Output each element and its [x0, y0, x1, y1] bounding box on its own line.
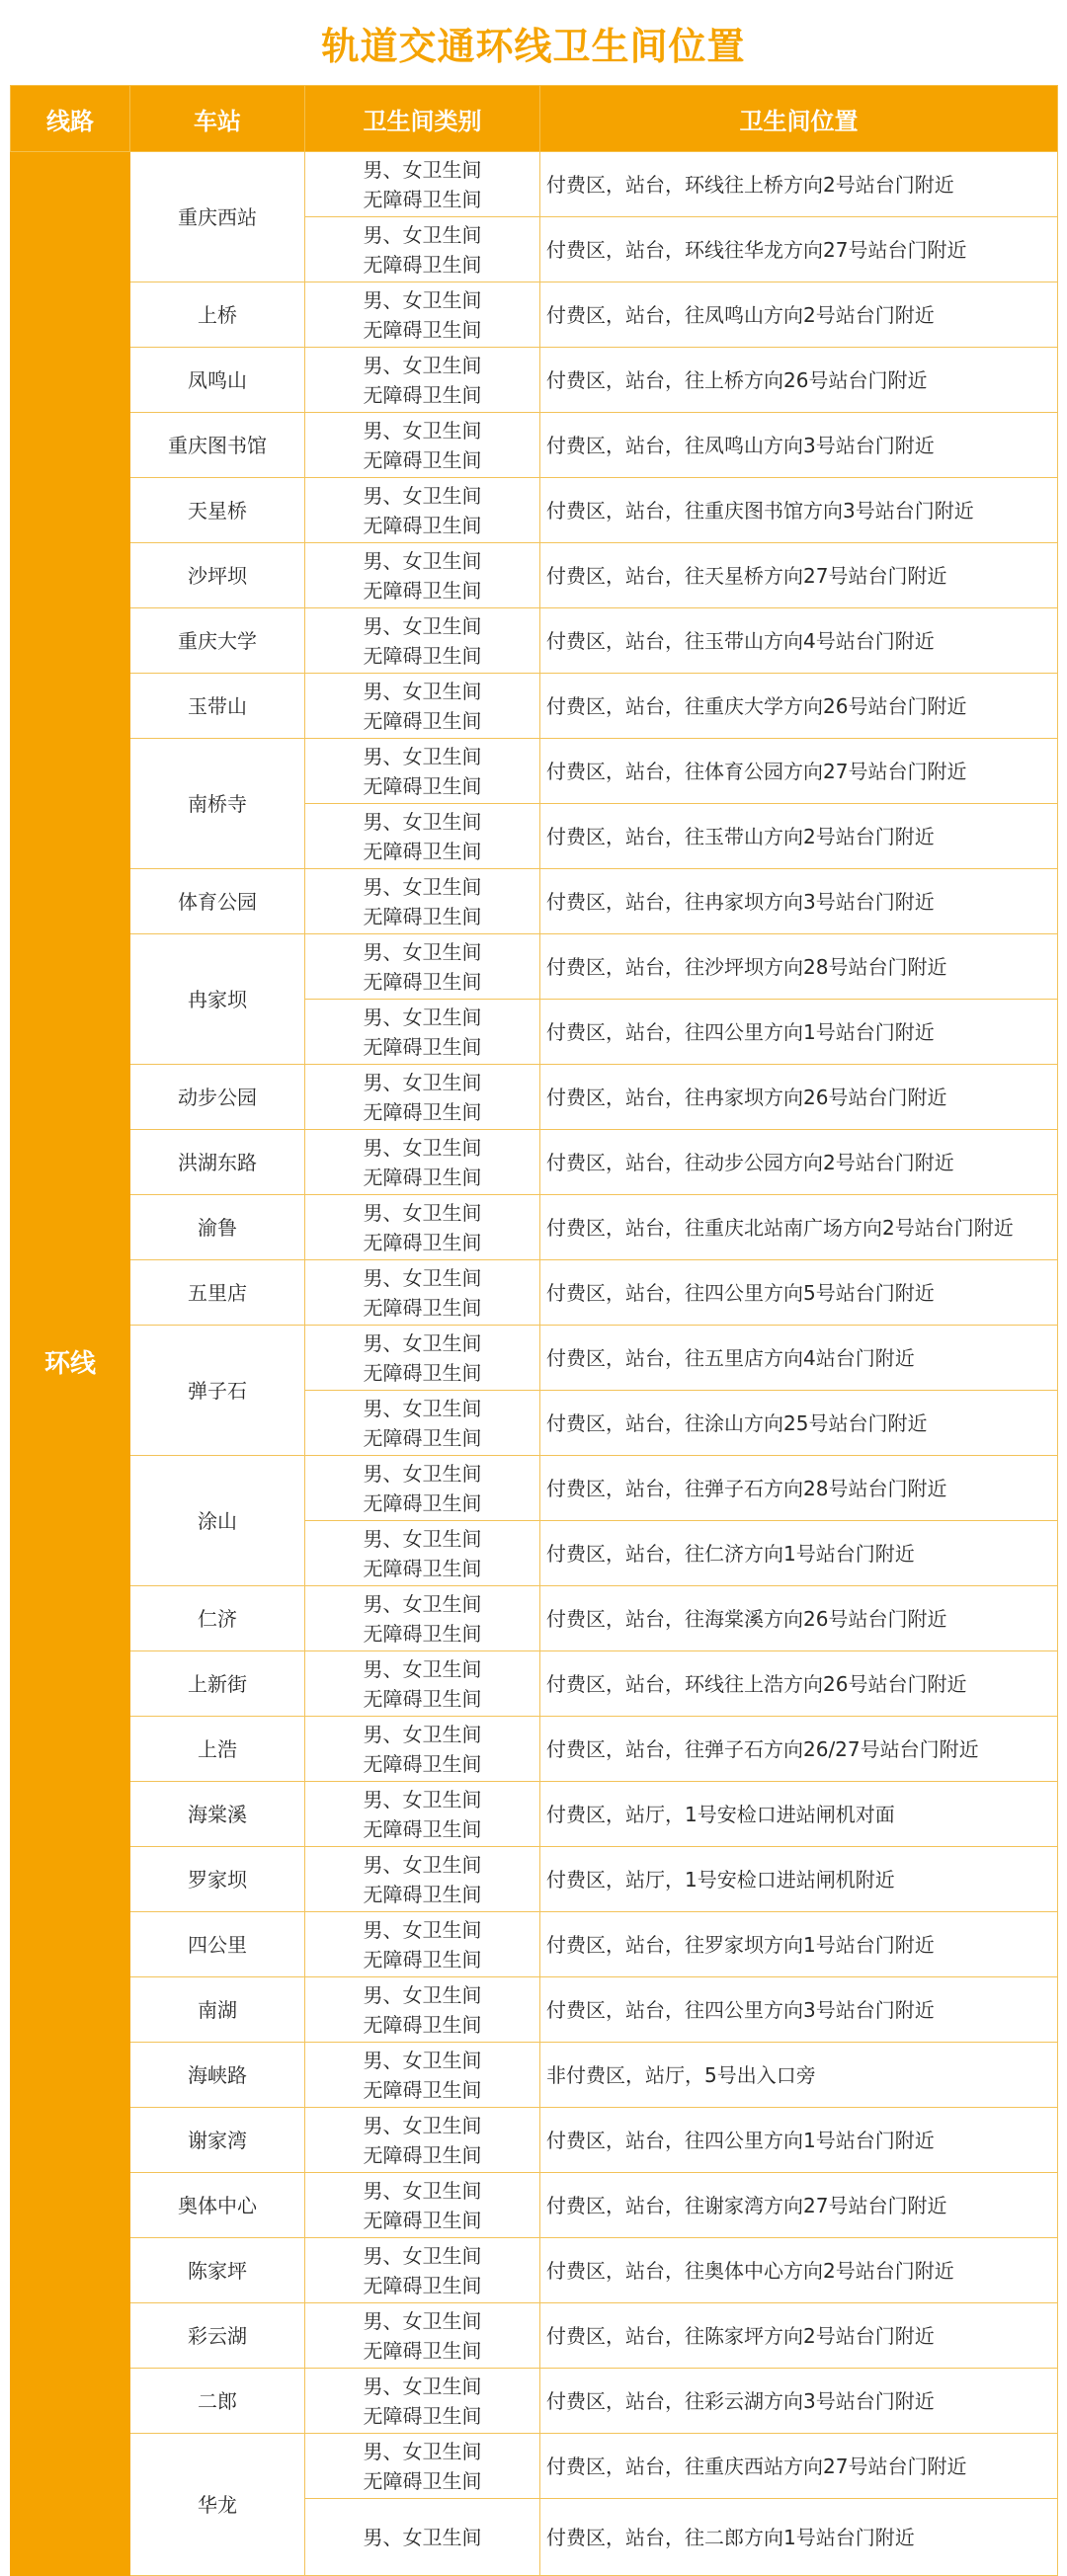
toilet-location-cell: 付费区，站台，往弹子石方向26/27号站台门附近 — [540, 1717, 1058, 1782]
station-name-cell: 罗家坝 — [130, 1847, 305, 1912]
toilet-location-cell: 付费区，站厅，1号安检口进站闸机对面 — [540, 1782, 1058, 1847]
table-row — [11, 1456, 1058, 1521]
station-name-cell: 弹子石 — [130, 1326, 305, 1456]
toilet-type-line: 无障碍卫生间 — [363, 1490, 482, 1515]
toilet-type-line: 无障碍卫生间 — [363, 1947, 482, 1972]
toilet-type-line: 无障碍卫生间 — [363, 2077, 482, 2102]
toilet-type-line: 无障碍卫生间 — [363, 2338, 482, 2363]
toilet-type-line: 男、女卫生间 — [363, 287, 482, 312]
toilet-location-cell: 付费区，站台，往四公里方向5号站台门附近 — [540, 1260, 1058, 1326]
station-name-cell: 南湖 — [130, 1977, 305, 2043]
toilet-type-line: 无障碍卫生间 — [363, 1099, 482, 1124]
toilet-type-line: 男、女卫生间 — [363, 1200, 482, 1225]
toilet-type-line: 男、女卫生间 — [363, 483, 482, 508]
toilet-location-cell: 付费区，站台，往彩云湖方向3号站台门附近 — [540, 2369, 1058, 2434]
toilet-type-line: 无障碍卫生间 — [363, 2273, 482, 2297]
toilet-type-cell — [305, 2303, 540, 2369]
toilet-type-line: 男、女卫生间 — [363, 1135, 482, 1160]
toilet-type-cell — [305, 1391, 540, 1456]
page-title: 轨道交通环线卫生间位置 — [321, 24, 746, 68]
table-row — [11, 1717, 1058, 1782]
table-row — [11, 2434, 1058, 2499]
station-name-cell: 仁济 — [130, 1586, 305, 1651]
toilet-location-cell: 付费区，站台，往海棠溪方向26号站台门附近 — [540, 1586, 1058, 1651]
toilet-type-cell — [305, 152, 540, 217]
toilet-type-line: 无障碍卫生间 — [363, 1230, 482, 1254]
toilet-type-cell — [305, 2173, 540, 2238]
toilet-location-cell: 付费区，站台，往四公里方向1号站台门附近 — [540, 2108, 1058, 2173]
toilet-location-cell: 付费区，站台，往重庆大学方向26号站台门附近 — [540, 674, 1058, 739]
toilet-type-line: 男、女卫生间 — [363, 1656, 482, 1681]
toilet-type-line: 男、女卫生间 — [363, 2048, 482, 2072]
table-row — [11, 152, 1058, 217]
toilet-type-cell — [305, 2434, 540, 2499]
table-row — [11, 282, 1058, 348]
toilet-type-cell — [305, 1260, 540, 1326]
table-header-row — [11, 86, 1058, 152]
table-row — [11, 2043, 1058, 2108]
toilet-type-line: 无障碍卫生间 — [363, 2468, 482, 2493]
toilet-type-line: 无障碍卫生间 — [363, 1621, 482, 1646]
table-row — [11, 1130, 1058, 1195]
toilet-location-cell: 非付费区，站厅，5号出入口旁 — [540, 2043, 1058, 2108]
toilet-location-cell: 付费区，站厅，1号安检口进站闸机附近 — [540, 1847, 1058, 1912]
toilet-type-line: 无障碍卫生间 — [363, 2403, 482, 2428]
toilet-type-cell — [305, 1912, 540, 1977]
toilet-type-line: 男、女卫生间 — [363, 1852, 482, 1877]
table-row — [11, 1847, 1058, 1912]
toilet-location-cell: 付费区，站台，往沙坪坝方向28号站台门附近 — [540, 934, 1058, 1000]
toilet-type-line: 无障碍卫生间 — [363, 1751, 482, 1776]
station-name-cell: 海棠溪 — [130, 1782, 305, 1847]
station-name-cell: 彩云湖 — [130, 2303, 305, 2369]
table-row — [11, 2108, 1058, 2173]
toilet-type-line: 男、女卫生间 — [363, 222, 482, 247]
toilet-type-cell — [305, 608, 540, 674]
toilet-location-cell: 付费区，站台，往天星桥方向27号站台门附近 — [540, 543, 1058, 608]
toilet-type-line: 男、女卫生间 — [363, 679, 482, 703]
station-name-cell: 重庆图书馆 — [130, 413, 305, 478]
toilet-type-cell — [305, 1130, 540, 1195]
toilet-type-line: 无障碍卫生间 — [363, 2208, 482, 2232]
toilet-location-cell: 付费区，站台，往冉家坝方向3号站台门附近 — [540, 869, 1058, 934]
toilet-type-line: 无障碍卫生间 — [363, 1425, 482, 1450]
toilet-type-cell — [305, 2108, 540, 2173]
toilet-type-cell — [305, 1065, 540, 1130]
toilet-type-cell — [305, 2369, 540, 2434]
toilet-type-line: 无障碍卫生间 — [363, 708, 482, 733]
table-row — [11, 2238, 1058, 2303]
table-row — [11, 1782, 1058, 1847]
toilet-type-cell — [305, 1977, 540, 2043]
table-row — [11, 413, 1058, 478]
toilet-type-line: 男、女卫生间 — [363, 1526, 482, 1551]
toilet-type-line: 男、女卫生间 — [363, 2308, 482, 2333]
toilet-type-line: 男、女卫生间 — [363, 2243, 482, 2268]
toilet-location-cell: 付费区，站台，往弹子石方向28号站台门附近 — [540, 1456, 1058, 1521]
toilet-type-line: 男、女卫生间 — [363, 1396, 482, 1420]
header-station: 车站 — [130, 86, 305, 152]
toilet-type-line: 男、女卫生间 — [363, 1330, 482, 1355]
toilet-type-line: 无障碍卫生间 — [363, 1360, 482, 1385]
toilet-location-cell: 付费区，站台，往凤鸣山方向3号站台门附近 — [540, 413, 1058, 478]
toilet-type-line: 男、女卫生间 — [363, 353, 482, 377]
toilet-type-line: 男、女卫生间 — [363, 548, 482, 573]
table-row — [11, 608, 1058, 674]
station-name-cell: 奥体中心 — [130, 2173, 305, 2238]
toilet-type-cell — [305, 1847, 540, 1912]
toilet-type-line: 男、女卫生间 — [363, 2525, 482, 2549]
table-row — [11, 1195, 1058, 1260]
toilet-location-cell: 付费区，站台，往玉带山方向2号站台门附近 — [540, 804, 1058, 869]
station-name-cell: 陈家坪 — [130, 2238, 305, 2303]
toilet-type-line: 男、女卫生间 — [363, 874, 482, 899]
station-name-cell: 海峡路 — [130, 2043, 305, 2108]
toilet-type-cell — [305, 1195, 540, 1260]
toilet-type-cell — [305, 1000, 540, 1065]
toilet-location-cell: 付费区，站台，往重庆图书馆方向3号站台门附近 — [540, 478, 1058, 543]
toilet-type-cell — [305, 1717, 540, 1782]
table-row — [11, 348, 1058, 413]
toilet-type-line: 无障碍卫生间 — [363, 382, 482, 407]
table-row — [11, 1651, 1058, 1717]
toilet-type-cell — [305, 217, 540, 282]
table-row — [11, 543, 1058, 608]
toilet-type-line: 男、女卫生间 — [363, 809, 482, 834]
toilet-location-cell: 付费区，站台，往体育公园方向27号站台门附近 — [540, 739, 1058, 804]
toilet-type-cell — [305, 804, 540, 869]
toilet-type-line: 男、女卫生间 — [363, 1787, 482, 1811]
toilet-type-line: 男、女卫生间 — [363, 1591, 482, 1616]
station-name-cell: 冉家坝 — [130, 934, 305, 1065]
toilet-type-line: 男、女卫生间 — [363, 2178, 482, 2203]
station-name-cell: 上浩 — [130, 1717, 305, 1782]
toilet-location-cell: 付费区，站台，往四公里方向1号站台门附近 — [540, 1000, 1058, 1065]
station-name-cell: 凤鸣山 — [130, 348, 305, 413]
toilet-type-line: 男、女卫生间 — [363, 1722, 482, 1746]
toilet-type-cell — [305, 869, 540, 934]
toilet-type-line: 无障碍卫生间 — [363, 447, 482, 472]
toilet-location-table — [10, 85, 1058, 2576]
station-name-cell: 谢家湾 — [130, 2108, 305, 2173]
toilet-type-cell — [305, 282, 540, 348]
toilet-type-cell — [305, 1521, 540, 1586]
table-row — [11, 1586, 1058, 1651]
toilet-type-cell — [305, 413, 540, 478]
station-name-cell: 二郎 — [130, 2369, 305, 2434]
station-name-cell: 涂山 — [130, 1456, 305, 1586]
toilet-type-line: 男、女卫生间 — [363, 157, 482, 182]
toilet-type-cell — [305, 478, 540, 543]
toilet-type-line: 无障碍卫生间 — [363, 904, 482, 928]
toilet-type-line: 男、女卫生间 — [363, 613, 482, 638]
toilet-type-line: 无障碍卫生间 — [363, 1295, 482, 1320]
toilet-location-cell: 付费区，站台，往仁济方向1号站台门附近 — [540, 1521, 1058, 1586]
toilet-location-cell: 付费区，站台，往谢家湾方向27号站台门附近 — [540, 2173, 1058, 2238]
toilet-type-cell — [305, 2499, 540, 2576]
toilet-type-line: 无障碍卫生间 — [363, 773, 482, 798]
toilet-type-line: 男、女卫生间 — [363, 418, 482, 443]
station-name-cell: 洪湖东路 — [130, 1130, 305, 1195]
toilet-type-cell — [305, 1651, 540, 1717]
toilet-type-line: 无障碍卫生间 — [363, 1816, 482, 1841]
table-row — [11, 674, 1058, 739]
toilet-location-cell: 付费区，站台，往陈家坪方向2号站台门附近 — [540, 2303, 1058, 2369]
table-row — [11, 2173, 1058, 2238]
station-name-cell: 南桥寺 — [130, 739, 305, 869]
station-name-cell: 四公里 — [130, 1912, 305, 1977]
toilet-type-line: 无障碍卫生间 — [363, 1034, 482, 1059]
toilet-type-line: 无障碍卫生间 — [363, 513, 482, 537]
toilet-location-cell: 付费区，站台，环线往上桥方向2号站台门附近 — [540, 152, 1058, 217]
toilet-type-cell — [305, 674, 540, 739]
table-row — [11, 1260, 1058, 1326]
toilet-type-cell — [305, 739, 540, 804]
station-name-cell: 动步公园 — [130, 1065, 305, 1130]
toilet-location-cell: 付费区，站台，往二郎方向1号站台门附近 — [540, 2499, 1058, 2576]
station-name-cell: 上桥 — [130, 282, 305, 348]
toilet-type-line: 无障碍卫生间 — [363, 1882, 482, 1906]
toilet-location-cell: 付费区，站台，往重庆西站方向27号站台门附近 — [540, 2434, 1058, 2499]
toilet-type-line: 无障碍卫生间 — [363, 1165, 482, 1189]
toilet-type-line: 男、女卫生间 — [363, 1982, 482, 2007]
station-name-cell: 华龙 — [130, 2434, 305, 2576]
table-row — [11, 934, 1058, 1000]
toilet-type-cell — [305, 2238, 540, 2303]
table-body — [11, 152, 1058, 2576]
toilet-location-cell: 付费区，站台，往玉带山方向4号站台门附近 — [540, 608, 1058, 674]
toilet-type-line: 无障碍卫生间 — [363, 187, 482, 211]
station-name-cell: 重庆西站 — [130, 152, 305, 282]
station-name-cell: 天星桥 — [130, 478, 305, 543]
toilet-location-cell: 付费区，站台，往上桥方向26号站台门附近 — [540, 348, 1058, 413]
table-row — [11, 2369, 1058, 2434]
toilet-type-line: 无障碍卫生间 — [363, 1556, 482, 1580]
toilet-type-line: 无障碍卫生间 — [363, 643, 482, 668]
toilet-type-cell — [305, 1782, 540, 1847]
line-cell: 环线 — [11, 152, 130, 2576]
toilet-type-line: 男、女卫生间 — [363, 1917, 482, 1942]
station-name-cell: 上新街 — [130, 1651, 305, 1717]
toilet-type-line: 男、女卫生间 — [363, 2439, 482, 2463]
toilet-type-line: 无障碍卫生间 — [363, 1686, 482, 1711]
toilet-location-cell: 付费区，站台，往五里店方向4站台门附近 — [540, 1326, 1058, 1391]
toilet-location-cell: 付费区，站台，往四公里方向3号站台门附近 — [540, 1977, 1058, 2043]
toilet-type-line: 无障碍卫生间 — [363, 2142, 482, 2167]
station-name-cell: 五里店 — [130, 1260, 305, 1326]
toilet-type-line: 无障碍卫生间 — [363, 578, 482, 603]
station-name-cell: 渝鲁 — [130, 1195, 305, 1260]
table-row — [11, 1912, 1058, 1977]
header-toilet-type: 卫生间类别 — [305, 86, 540, 152]
station-name-cell: 沙坪坝 — [130, 543, 305, 608]
toilet-type-cell — [305, 1326, 540, 1391]
table-row — [11, 739, 1058, 804]
toilet-type-cell — [305, 348, 540, 413]
toilet-location-cell: 付费区，站台，往动步公园方向2号站台门附近 — [540, 1130, 1058, 1195]
toilet-location-cell: 付费区，站台，往奥体中心方向2号站台门附近 — [540, 2238, 1058, 2303]
toilet-location-cell: 付费区，站台，往涂山方向25号站台门附近 — [540, 1391, 1058, 1456]
toilet-location-cell: 付费区，站台，环线往华龙方向27号站台门附近 — [540, 217, 1058, 282]
table-row — [11, 2303, 1058, 2369]
toilet-location-cell: 付费区，站台，往凤鸣山方向2号站台门附近 — [540, 282, 1058, 348]
toilet-type-line: 男、女卫生间 — [363, 1461, 482, 1486]
toilet-location-cell: 付费区，站台，环线往上浩方向26号站台门附近 — [540, 1651, 1058, 1717]
toilet-type-line: 男、女卫生间 — [363, 939, 482, 964]
toilet-type-cell — [305, 2043, 540, 2108]
toilet-type-line: 男、女卫生间 — [363, 1070, 482, 1094]
header-toilet-location: 卫生间位置 — [540, 86, 1058, 152]
station-name-cell: 重庆大学 — [130, 608, 305, 674]
toilet-location-cell: 付费区，站台，往重庆北站南广场方向2号站台门附近 — [540, 1195, 1058, 1260]
toilet-type-line: 男、女卫生间 — [363, 2374, 482, 2398]
toilet-type-cell — [305, 1456, 540, 1521]
toilet-type-line: 无障碍卫生间 — [363, 252, 482, 277]
toilet-type-line: 男、女卫生间 — [363, 744, 482, 768]
toilet-type-line: 男、女卫生间 — [363, 1265, 482, 1290]
table-row — [11, 1977, 1058, 2043]
toilet-type-cell — [305, 543, 540, 608]
toilet-location-cell: 付费区，站台，往冉家坝方向26号站台门附近 — [540, 1065, 1058, 1130]
station-name-cell: 玉带山 — [130, 674, 305, 739]
table-row — [11, 869, 1058, 934]
toilet-type-line: 无障碍卫生间 — [363, 317, 482, 342]
toilet-type-cell — [305, 934, 540, 1000]
table-row — [11, 478, 1058, 543]
table-row — [11, 1326, 1058, 1391]
toilet-type-line: 男、女卫生间 — [363, 1005, 482, 1029]
station-name-cell: 体育公园 — [130, 869, 305, 934]
toilet-type-line: 无障碍卫生间 — [363, 969, 482, 994]
toilet-location-cell: 付费区，站台，往罗家坝方向1号站台门附近 — [540, 1912, 1058, 1977]
toilet-type-cell — [305, 1586, 540, 1651]
toilet-type-line: 男、女卫生间 — [363, 2113, 482, 2137]
table-row — [11, 1065, 1058, 1130]
toilet-type-line: 无障碍卫生间 — [363, 2012, 482, 2037]
toilet-type-line: 无障碍卫生间 — [363, 839, 482, 863]
header-line: 线路 — [11, 86, 130, 152]
